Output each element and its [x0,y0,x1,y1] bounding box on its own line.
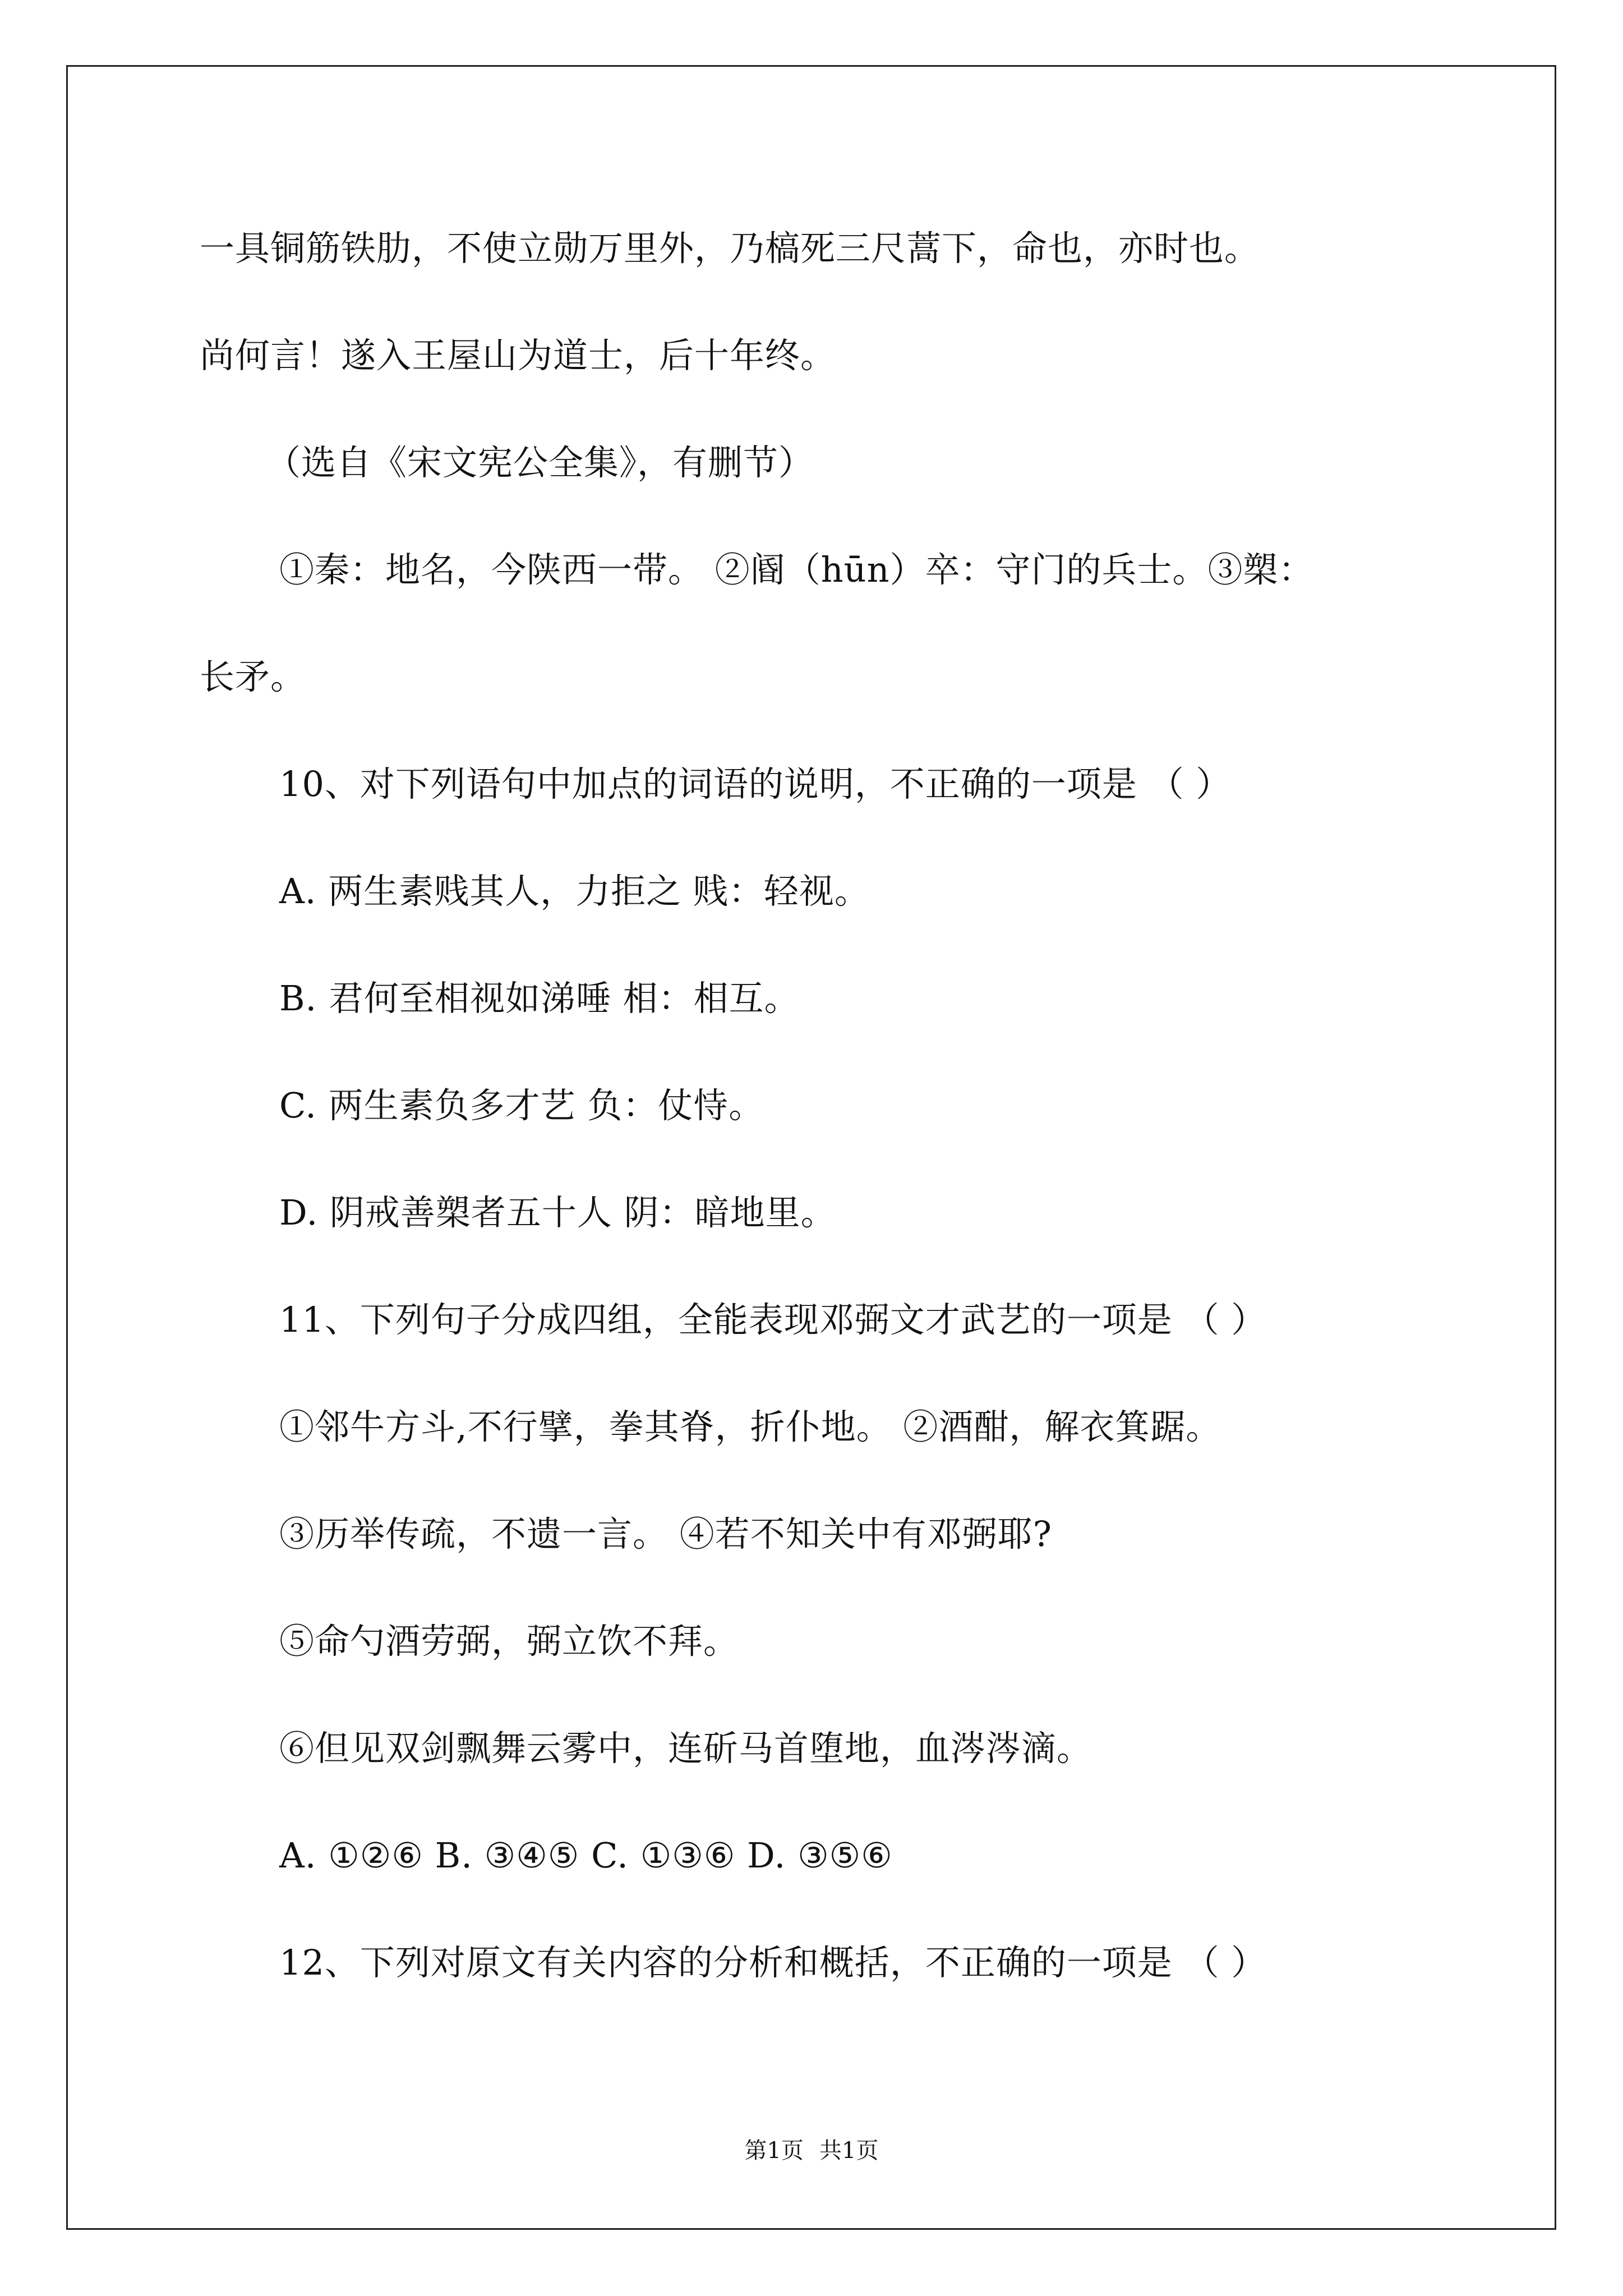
question-10-option-b: B. 君何至相视如涕唾 相：相互。 [279,978,800,1019]
question-10-option-c: C. 两生素负多才艺 负：仗恃。 [279,1085,764,1126]
question-11-item-6: ⑥但见双剑飘舞云雾中，连斫马首堕地，血涔涔滴。 [279,1728,1092,1769]
question-10-option-a: A. 两生素贱其人，力拒之 贱：轻视。 [279,871,870,912]
question-11-item-3-4: ③历举传疏，不遗一言。 ④若不知关中有邓弼耶? [279,1513,1052,1554]
question-11: 11、下列句子分成四组，全能表现邓弼文才武艺的一项是 （ ） [279,1299,1267,1340]
question-10: 10、对下列语句中加点的词语的说明，不正确的一项是 （ ） [279,763,1232,804]
page-number: 第1页 [744,2138,804,2164]
question-11-options: A. ①②⑥ B. ③④⑤ C. ①③⑥ D. ③⑤⑥ [279,1835,893,1876]
citation-line: （选自《宋文宪公全集》，有删节） [266,442,814,483]
page-footer [0,2139,1623,2162]
question-11-item-5: ⑤命勺酒劳弼，弼立饮不拜。 [279,1621,739,1662]
question-12: 12、下列对原文有关内容的分析和概括，不正确的一项是 （ ） [279,1942,1267,1983]
text-line-2: 尚何言！遂入王屋山为道士，后十年终。 [200,335,836,376]
question-10-option-d: D. 阴戒善槊者五十人 阴：暗地里。 [279,1192,836,1233]
text-line-1: 一具铜筋铁肋，不使立勋万里外，乃槁死三尺蒿下，命也，亦时也。 [200,228,1260,269]
annotation-line-2: 长矛。 [200,656,306,697]
question-11-item-1-2: ①邻牛方斗,不行擘，拳其脊，折仆地。 ②酒酣，解衣箕踞。 [279,1406,1221,1447]
annotation-line-1: ①秦：地名，今陕西一带。 ②阍（hūn）卒：守门的兵士。③槊： [279,549,1314,590]
page-total: 共1页 [819,2138,879,2164]
page-border [66,65,1556,2230]
